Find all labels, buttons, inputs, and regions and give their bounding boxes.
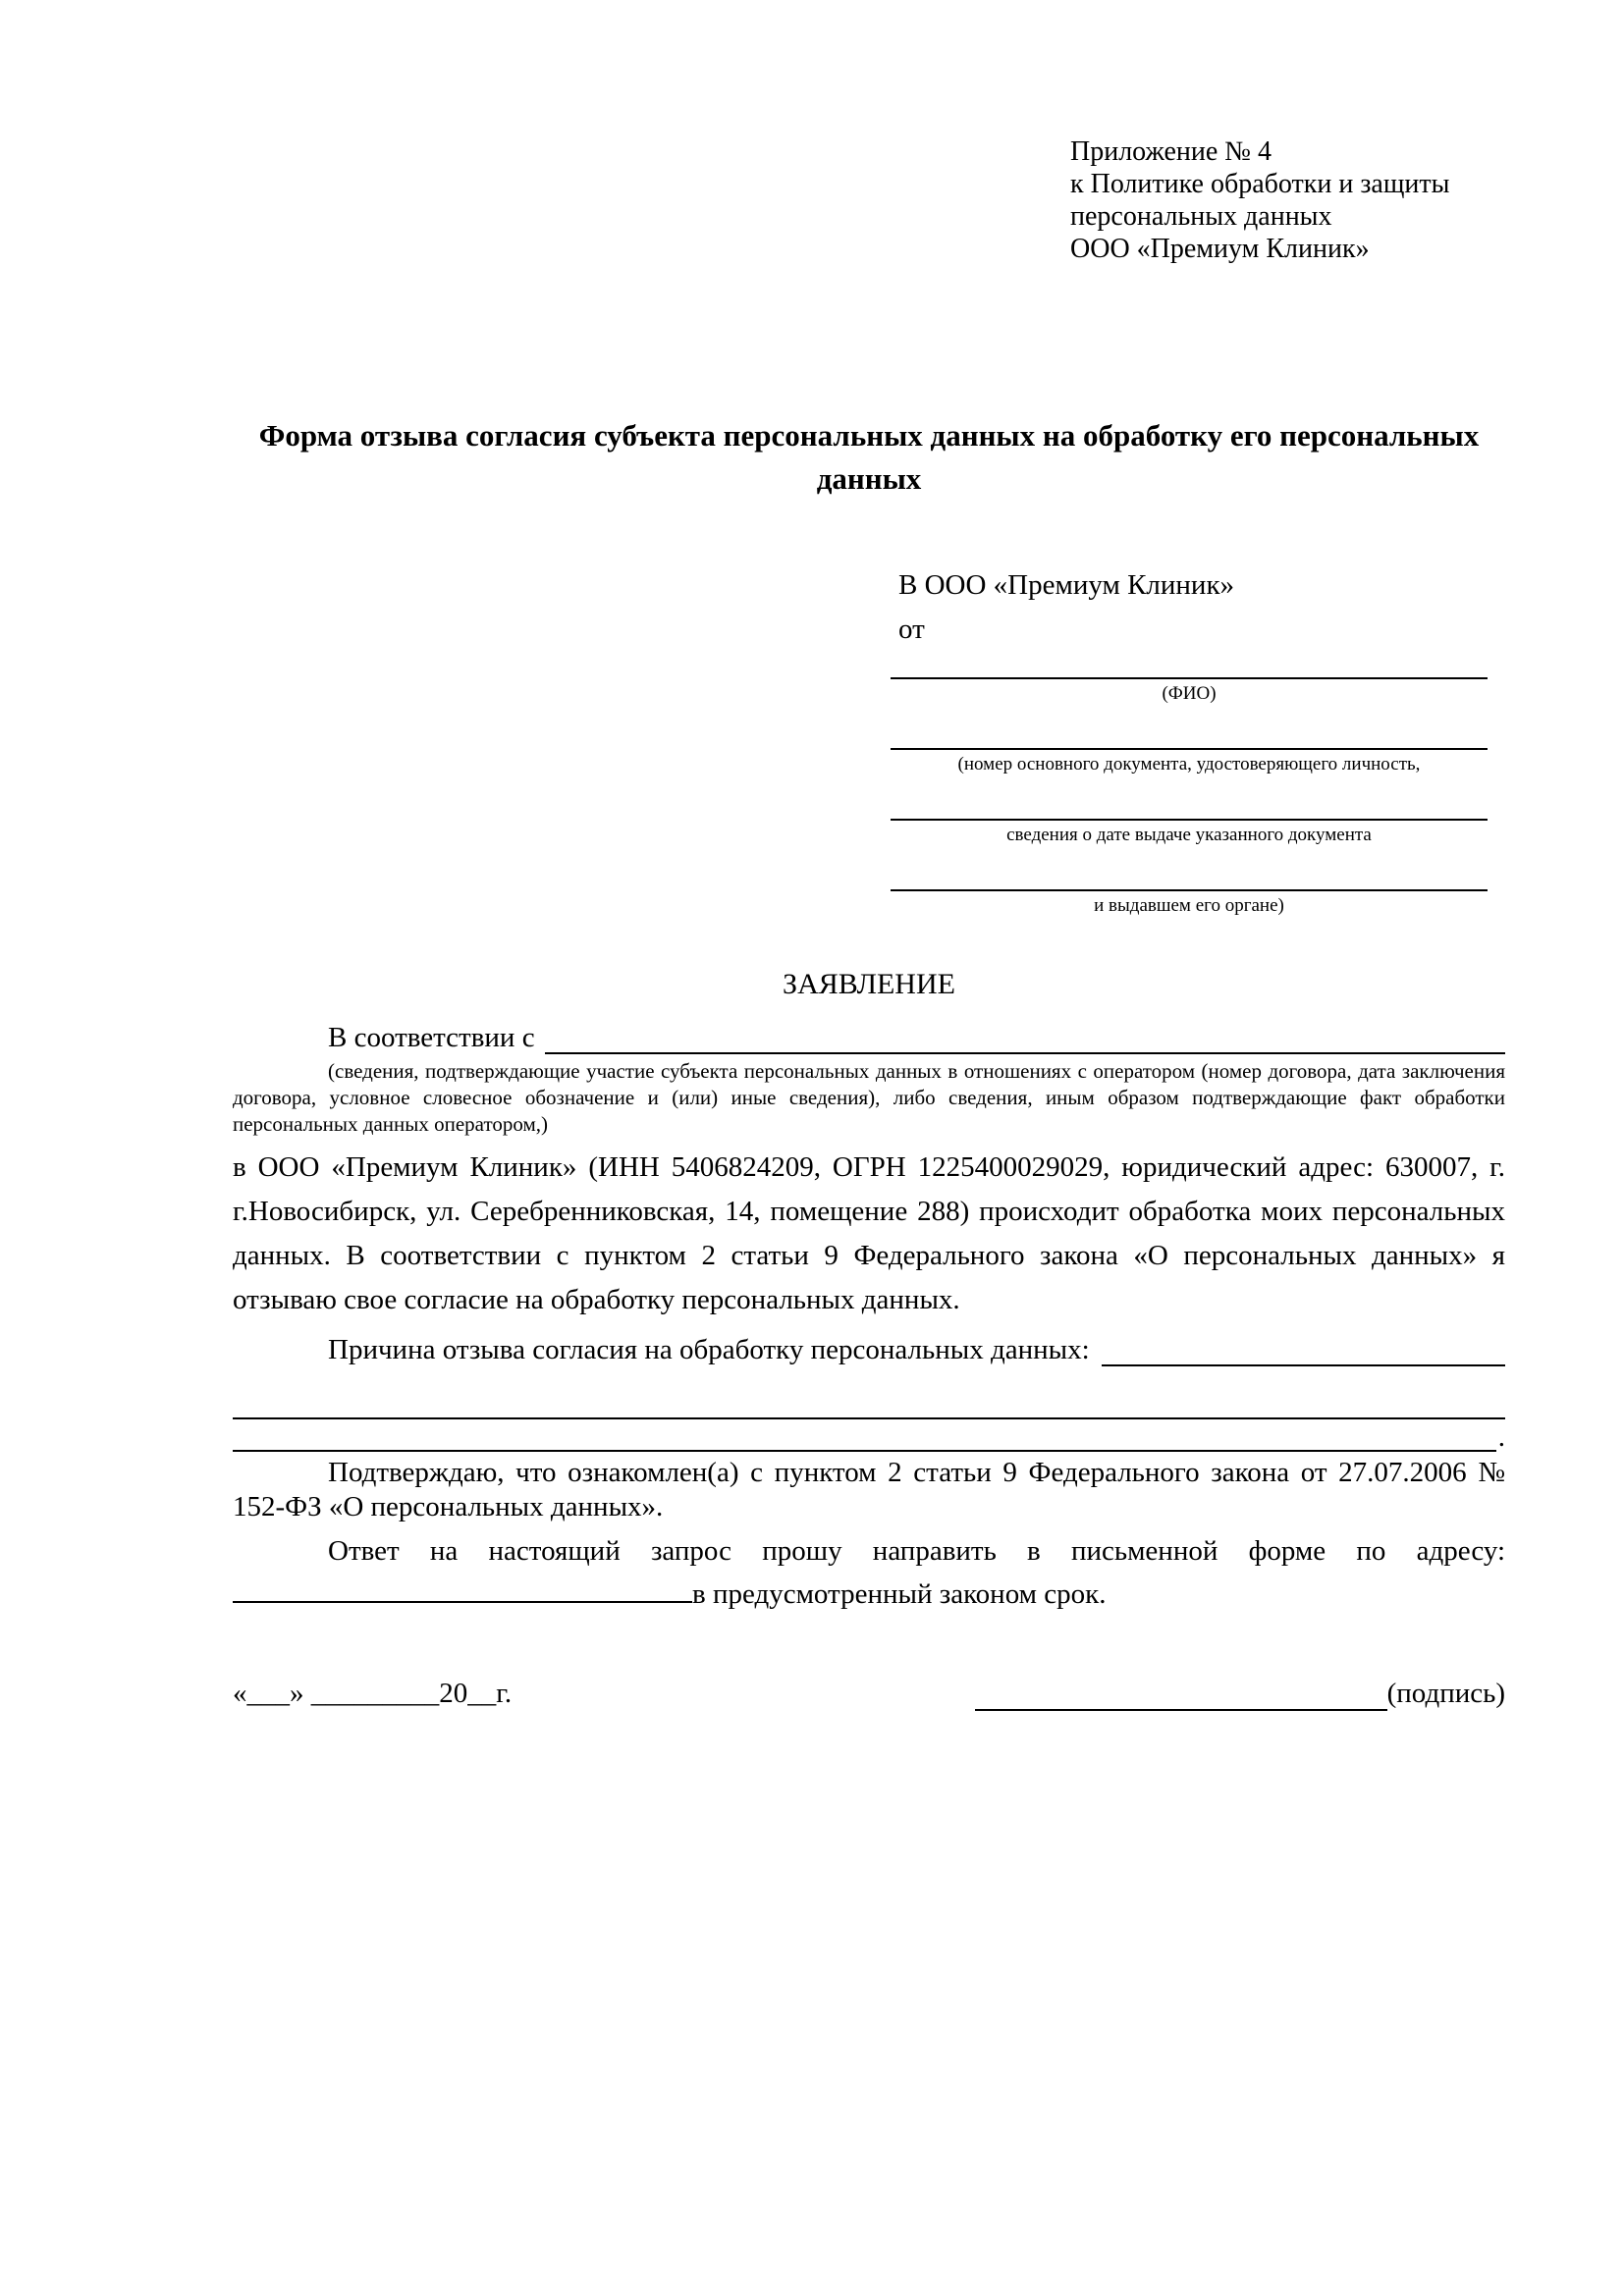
reply-address-blank-line bbox=[233, 1572, 692, 1603]
document-title: Форма отзыва согласия субъекта персональных данных на обработку его персональных данных bbox=[258, 418, 1480, 496]
fine-print-note: (сведения, подтверждающие участие субъекта персональных данных в отношениях с оператором (номер договора, дата заключения договора, условное словесное обозначение и (или) иные сведения), либо сведения, иным образом подтверждающие факт обработки персональных данных оператором,) bbox=[233, 1059, 1505, 1136]
reason-line bbox=[233, 1322, 1505, 1366]
signature-group bbox=[975, 1676, 1505, 1711]
issue-organ-blank-line bbox=[891, 850, 1488, 891]
body-paragraph: в ООО «Премиум Клиник» (ИНН 5406824209, ОГРН 1225400029029, юридический адрес: 630007, г. г.Новосибирск, ул. Серебренниковская, 14, помещение 288) происходит обработка моих персональных данных. В соответствии с пунктом 2 статьи 9 Федерального закона «О персональных данных» я отзываю свое согласие на обработку персональных данных. bbox=[233, 1151, 1505, 1315]
appendix-note bbox=[1070, 135, 1505, 265]
accordance-blank-line bbox=[545, 1052, 1505, 1054]
fio-blank-line bbox=[891, 652, 1488, 679]
id-doc-blank-line bbox=[891, 709, 1488, 750]
reason-blank-line bbox=[1102, 1364, 1505, 1366]
reason-blank-line-2 bbox=[233, 1366, 1505, 1419]
document-content bbox=[233, 135, 1505, 1711]
reply-request-text: Ответ на настоящий запрос прошу направить в письменной форме по адресу: bbox=[328, 1535, 1505, 1567]
reason-prefix: Причина отзыва согласия на обработку персональных данных: bbox=[328, 1334, 1090, 1365]
recipient-from: от bbox=[898, 614, 925, 645]
issue-date-caption: сведения о дате выдаче указанного документа bbox=[1006, 825, 1372, 845]
appendix-note-line: персональных данных bbox=[1070, 201, 1332, 232]
fio-caption: (ФИО) bbox=[1162, 683, 1217, 704]
issue-organ-caption: и выдавшем его органе) bbox=[1094, 895, 1284, 916]
reason-blank-line-3 bbox=[233, 1419, 1505, 1452]
confirmation-paragraph: Подтверждаю, что ознакомлен(а) с пунктом 2 статьи 9 Федерального закона от 27.07.2006 № 152-ФЗ «О персональных данных». bbox=[233, 1457, 1505, 1522]
recipient-to: В ООО «Премиум Клиник» bbox=[898, 569, 1235, 601]
reason-period: . bbox=[1497, 1421, 1505, 1453]
recipient-block bbox=[891, 563, 1488, 921]
accordance-line bbox=[233, 1015, 1505, 1054]
date-line: «___» _________20__г. bbox=[233, 1678, 513, 1709]
reply-paragraph bbox=[233, 1530, 1505, 1615]
footer-row bbox=[233, 1676, 1505, 1711]
signature-caption: (подпись) bbox=[1386, 1678, 1505, 1709]
reason-blank-line-3-rule bbox=[233, 1417, 1496, 1452]
id-doc-caption: (номер основного документа, удостоверяющего личность, bbox=[957, 754, 1421, 774]
appendix-note-line: ООО «Премиум Клиник» bbox=[1070, 234, 1370, 264]
appendix-note-line: Приложение № 4 bbox=[1070, 136, 1272, 167]
statement-heading: ЗАЯВЛЕНИЕ bbox=[783, 968, 955, 1000]
signature-blank-line bbox=[975, 1680, 1387, 1711]
reply-suffix-text: в предусмотренный законом срок. bbox=[692, 1578, 1107, 1610]
issue-date-blank-line bbox=[891, 779, 1488, 821]
accordance-prefix: В соответствии с bbox=[328, 1022, 535, 1053]
appendix-note-line: к Политике обработки и защиты bbox=[1070, 169, 1450, 199]
